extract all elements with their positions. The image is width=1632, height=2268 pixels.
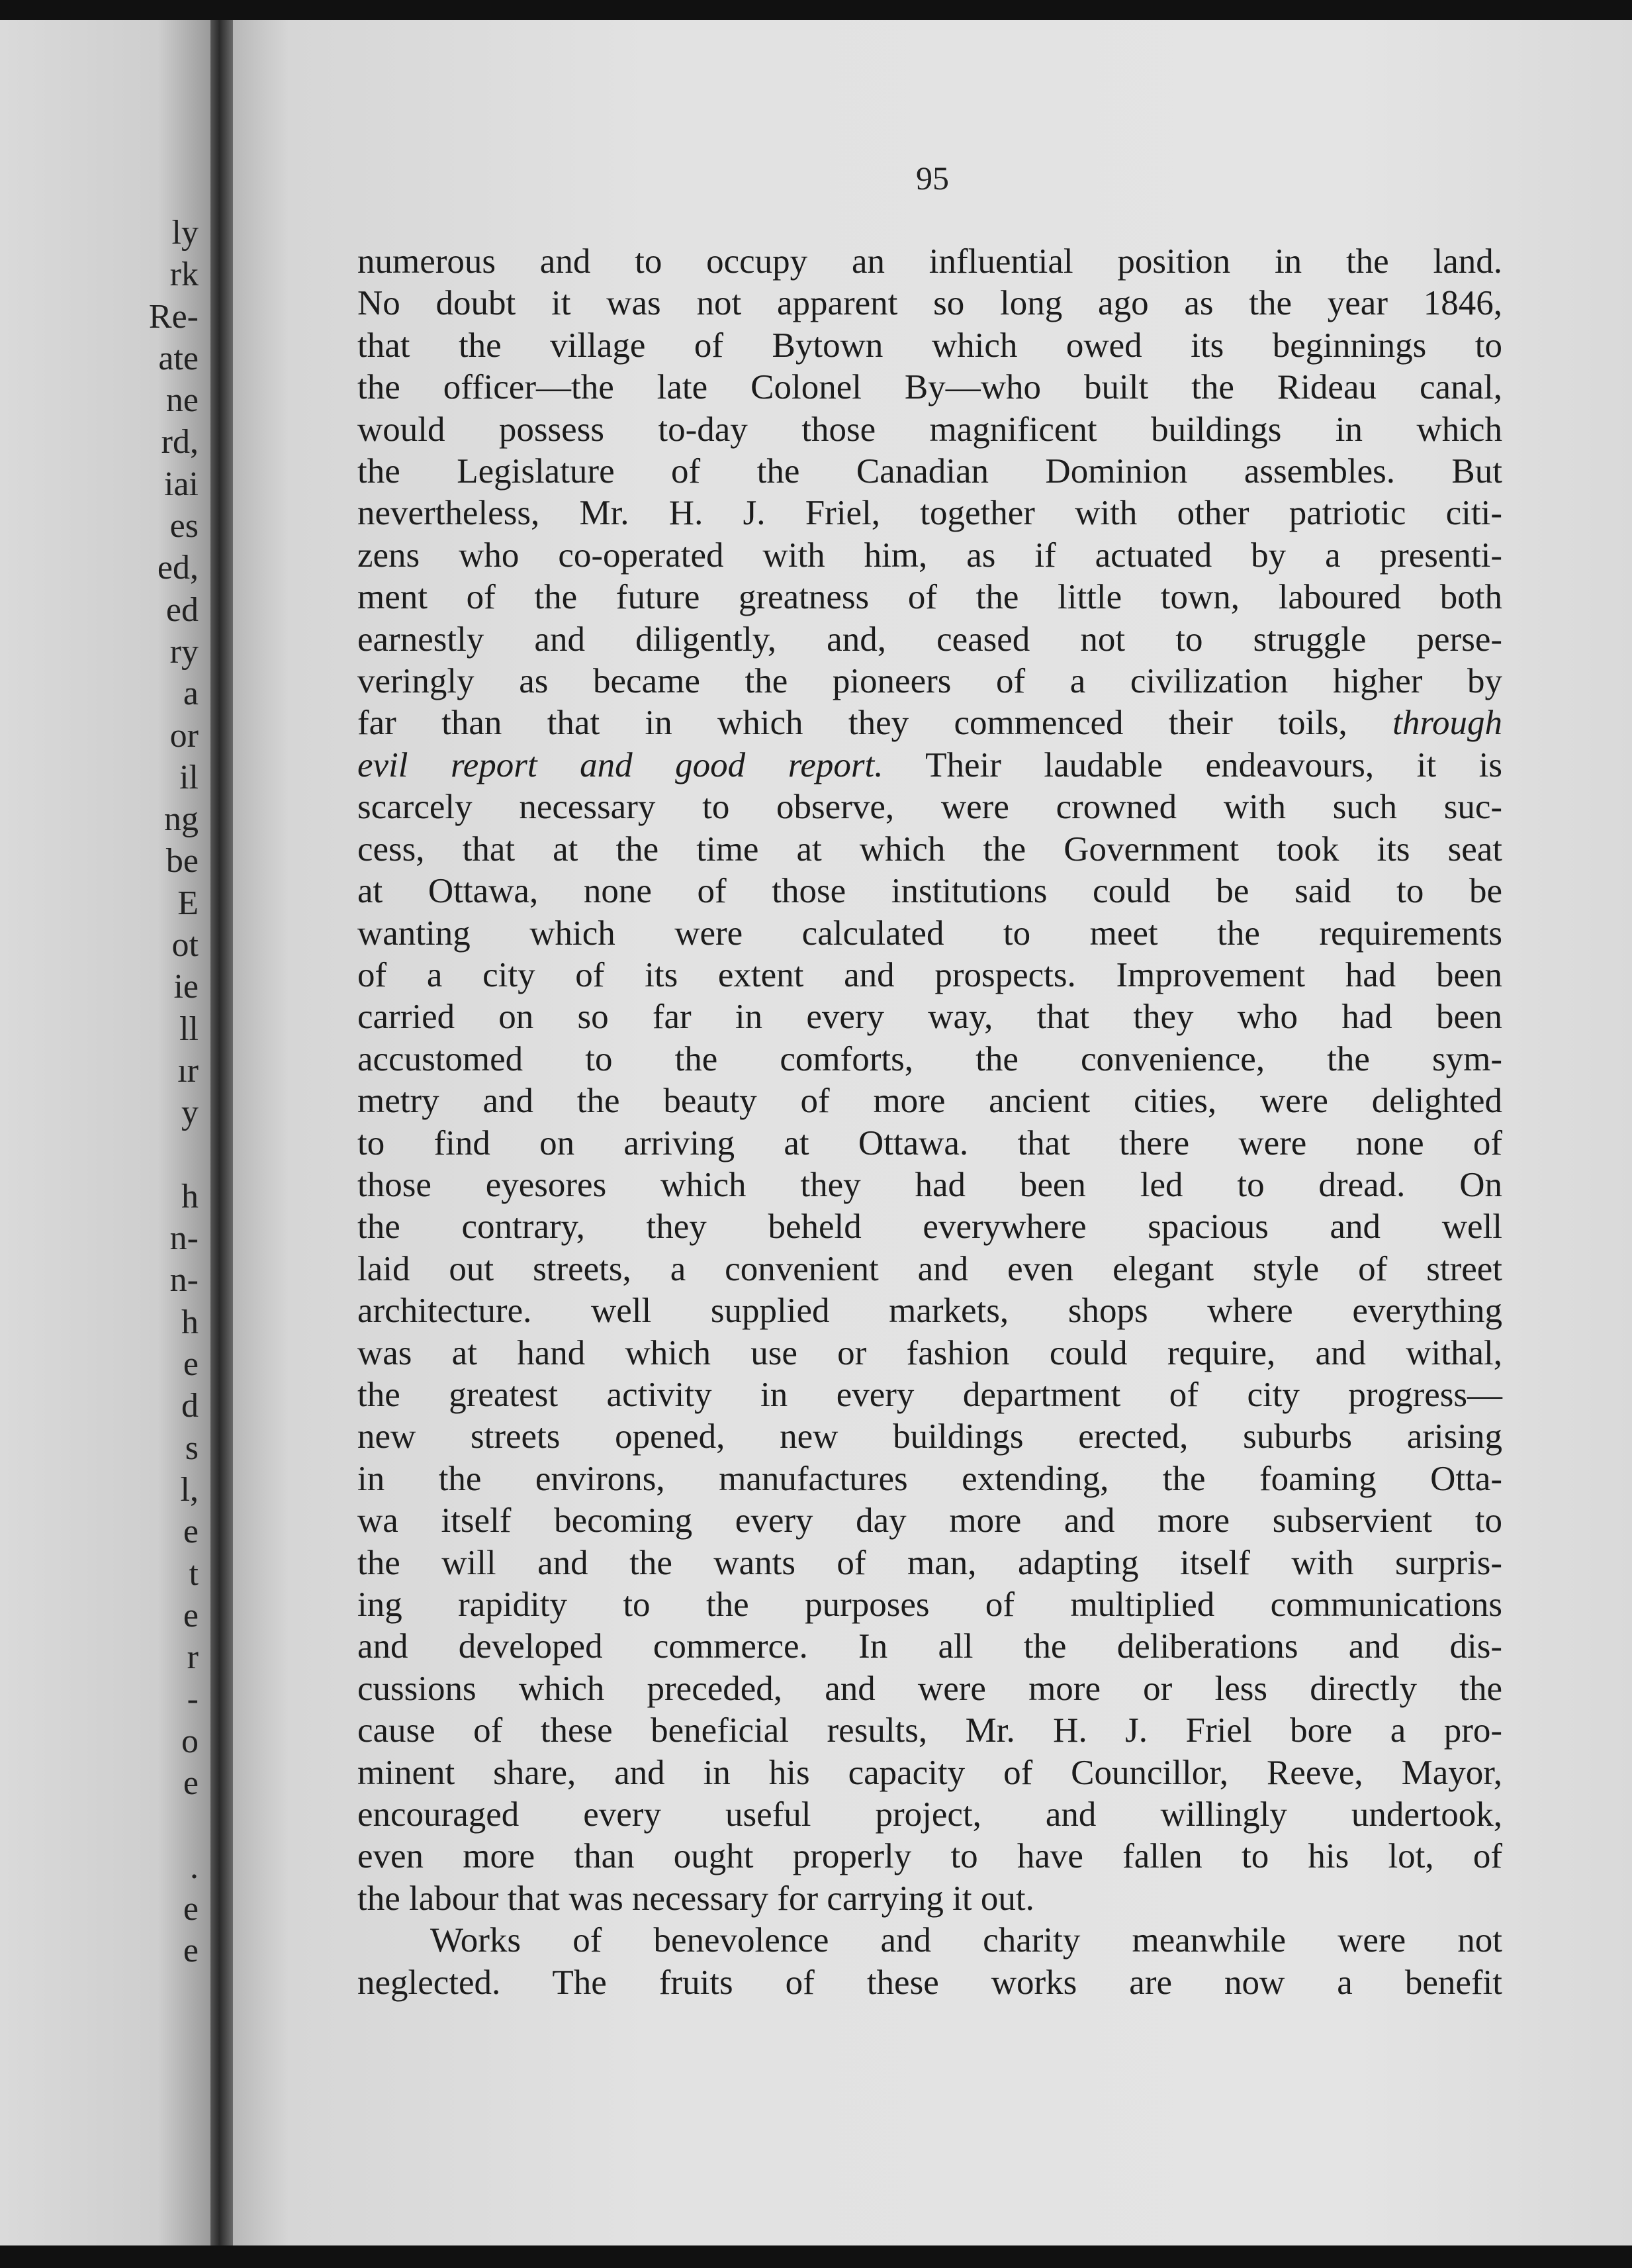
left-page-fragment: h: [181, 1177, 199, 1215]
text-line-content: laid out streets, a convenient and even elegant style of street: [357, 1249, 1502, 1288]
text-line: [357, 1249, 1502, 1290]
text-line-content: carried on so far in every way, that they who had been: [357, 998, 1502, 1037]
left-page-fragment: ed: [165, 591, 199, 629]
text-line-content: accustomed to the comforts, the convenience, the sym-: [357, 1039, 1502, 1078]
text-line-content: and developed commerce. In all the deliberations and dis-: [357, 1627, 1502, 1666]
left-page-fragment: E: [177, 884, 199, 922]
text-line-content: architecture. well supplied markets, shops where everything: [357, 1292, 1502, 1331]
text-line-content: earnestly and diligently, and, ceased not to struggle perse-: [357, 620, 1502, 659]
text-line-content: the Legislature of the Canadian Dominion assembles. But: [357, 452, 1502, 491]
book-page: [233, 20, 1632, 2245]
text-line-content: cause of these beneficial results, Mr. H. J. Friel bore a pro-: [357, 1711, 1502, 1750]
left-page-fragment: ng: [164, 800, 199, 839]
left-page-fragment: e: [183, 1513, 199, 1551]
text-line: [357, 1500, 1502, 1542]
left-page-fragment: es: [169, 507, 199, 545]
text-line-content: minent share, and in his capacity of Councillor, Reeve, Mayor,: [357, 1753, 1502, 1792]
left-page-fragment: e: [183, 1932, 199, 1970]
text-line: [357, 409, 1502, 451]
text-line-content: at Ottawa, none of those institutions could be said to be: [357, 872, 1502, 911]
text-line: [357, 745, 1502, 786]
text-line-content: far than that in which they commenced their toils,: [357, 704, 1347, 743]
text-line-content: was at hand which use or fashion could require, and withal,: [357, 1333, 1502, 1372]
page-number: 95: [916, 160, 949, 197]
text-line-content: wanting which were calculated to meet the requirements: [357, 914, 1502, 953]
text-line-content: the greatest activity in every department of city progress—: [357, 1375, 1502, 1414]
text-line: [357, 619, 1502, 661]
left-page-fragment: ot: [171, 926, 199, 965]
left-page-fragment: .: [190, 1848, 199, 1886]
text-line-content: nevertheless, Mr. H. J. Friel, together with other patriotic citi-: [357, 494, 1502, 533]
left-page-fragment: e: [183, 1889, 199, 1928]
body-text: [357, 241, 1502, 2004]
left-page-fragment: h: [181, 1303, 199, 1341]
left-page-fragment: -: [187, 1680, 199, 1719]
left-page-fragment: o: [181, 1722, 199, 1760]
text-line-content: those eyesores which they had been led to dread. On: [357, 1165, 1502, 1204]
italic-phrase: evil report and good report.: [357, 745, 884, 784]
text-line: [357, 913, 1502, 955]
left-page-fragment: ie: [173, 968, 199, 1006]
text-line: [357, 1668, 1502, 1710]
text-line-content: wa itself becoming every day more and more subservient to: [357, 1501, 1502, 1540]
text-line: [357, 996, 1502, 1038]
left-page-fragment: n-: [169, 1261, 199, 1299]
left-page-fragment: d: [181, 1387, 199, 1425]
text-line: [357, 1794, 1502, 1836]
left-page-fragment: [149, 1134, 199, 1176]
left-page-fragment: ly: [171, 214, 199, 252]
scan-top-border: [0, 0, 1632, 20]
left-page-fragment: rd,: [161, 423, 199, 461]
left-page-text-fragments: [149, 212, 199, 1971]
text-line: [357, 1920, 1502, 1961]
text-line: [357, 241, 1502, 283]
left-page-fragment: or: [169, 716, 199, 755]
book-gutter: [210, 20, 233, 2245]
text-line: [357, 1836, 1502, 1877]
text-line: [357, 1962, 1502, 2004]
left-page-fragment: ır: [177, 1051, 199, 1090]
left-page-fragment: e: [183, 1345, 199, 1384]
text-line: [357, 1374, 1502, 1416]
text-line: [357, 1878, 1502, 1920]
text-line-content: in the environs, manufactures extending, the foaming Otta-: [357, 1459, 1502, 1498]
text-line: [357, 283, 1502, 324]
text-line-content: to find on arriving at Ottawa. that there were none of: [357, 1123, 1502, 1162]
text-line: [357, 1542, 1502, 1584]
text-line: [357, 1080, 1502, 1122]
text-line-content: that the village of Bytown which owed its beginnings to: [357, 326, 1502, 365]
text-line: [357, 661, 1502, 702]
left-page-fragment: a: [183, 675, 199, 713]
left-page-fragment: r: [187, 1638, 199, 1677]
text-line: [357, 325, 1502, 367]
text-line: [357, 702, 1502, 744]
left-page-edge: [0, 20, 210, 2245]
left-page-fragment: be: [165, 842, 199, 880]
text-line: [357, 451, 1502, 493]
text-line: [357, 1123, 1502, 1164]
text-line-content: would possess to-day those magnificent buildings in which: [357, 410, 1502, 449]
text-line-content: scarcely necessary to observe, were crowned with such suc-: [357, 788, 1502, 827]
text-line: [357, 535, 1502, 577]
text-line: [357, 955, 1502, 996]
text-line: [357, 1710, 1502, 1752]
text-line: [357, 577, 1502, 618]
left-page-fragment: n-: [169, 1219, 199, 1258]
left-page-fragment: ll: [179, 1010, 199, 1048]
text-line-content: neglected. The fruits of these works are now a benefit: [357, 1963, 1502, 2002]
text-line-content: the will and the wants of man, adapting itself with surpris-: [357, 1543, 1502, 1582]
text-line-content: numerous and to occupy an influential position in the land.: [357, 242, 1502, 281]
left-page-fragment: iai: [164, 465, 199, 503]
text-line: [357, 1752, 1502, 1794]
text-line: [357, 1458, 1502, 1500]
left-page-fragment: e: [183, 1764, 199, 1802]
left-page-fragment: ed,: [157, 549, 199, 587]
italic-phrase: through: [1392, 704, 1503, 743]
left-page-fragment: e: [183, 1596, 199, 1634]
text-line-content: ing rapidity to the purposes of multiplied communications: [357, 1585, 1502, 1624]
left-page-fragment: t: [189, 1554, 199, 1593]
text-line-content: metry and the beauty of more ancient cities, were delighted: [357, 1082, 1502, 1121]
text-line-content: the contrary, they beheld everywhere spacious and well: [357, 1207, 1502, 1247]
text-line-content: No doubt it was not apparent so long ago as the year 1846,: [357, 284, 1502, 323]
text-line-content: the labour that was necessary for carrying it out.: [357, 1879, 1034, 1918]
text-line: [357, 1333, 1502, 1374]
text-line: [357, 1416, 1502, 1458]
scan-bottom-border: [0, 2245, 1632, 2268]
left-page-fragment: [149, 1804, 199, 1846]
text-line-content: the officer—the late Colonel By—who built the Rideau canal,: [357, 368, 1502, 407]
text-line-content: Their laudable endeavours, it is: [883, 745, 1502, 784]
text-line: [357, 1206, 1502, 1248]
text-line: [357, 786, 1502, 828]
left-page-fragment: l,: [180, 1470, 199, 1509]
text-line: [357, 1626, 1502, 1668]
left-page-fragment: ne: [165, 381, 199, 420]
text-line: [357, 1290, 1502, 1332]
text-line: [357, 493, 1502, 534]
left-page-fragment: s: [185, 1429, 199, 1467]
text-line: [357, 1039, 1502, 1080]
text-line: [357, 829, 1502, 871]
text-line: [357, 871, 1502, 912]
text-line-content: even more than ought properly to have fallen to his lot, of: [357, 1837, 1502, 1876]
text-line-content: cussions which preceded, and were more or less directly the: [357, 1669, 1502, 1708]
text-line-content: zens who co-operated with him, as if actuated by a presenti-: [357, 536, 1502, 575]
left-page-fragment: ry: [169, 632, 199, 671]
left-page-fragment: rk: [169, 256, 199, 294]
text-line: [357, 1584, 1502, 1626]
left-page-fragment: Re-: [148, 297, 199, 336]
text-line-content: veringly as became the pioneers of a civilization higher by: [357, 662, 1502, 701]
left-page-fragment: ate: [158, 339, 199, 377]
text-line-content: Works of benevolence and charity meanwhile were not: [430, 1921, 1502, 1960]
text-line: [357, 1164, 1502, 1206]
text-line-content: cess, that at the time at which the Government took its seat: [357, 829, 1502, 869]
text-line: [357, 367, 1502, 408]
text-line-content: new streets opened, new buildings erected, suburbs arising: [357, 1417, 1502, 1456]
text-line-content: ment of the future greatness of the little town, laboured both: [357, 578, 1502, 617]
text-line-content: encouraged every useful project, and willingly undertook,: [357, 1795, 1502, 1834]
text-line-content: of a city of its extent and prospects. Improvement had been: [357, 955, 1502, 994]
left-page-fragment: il: [179, 758, 199, 796]
left-page-fragment: y: [181, 1094, 199, 1132]
